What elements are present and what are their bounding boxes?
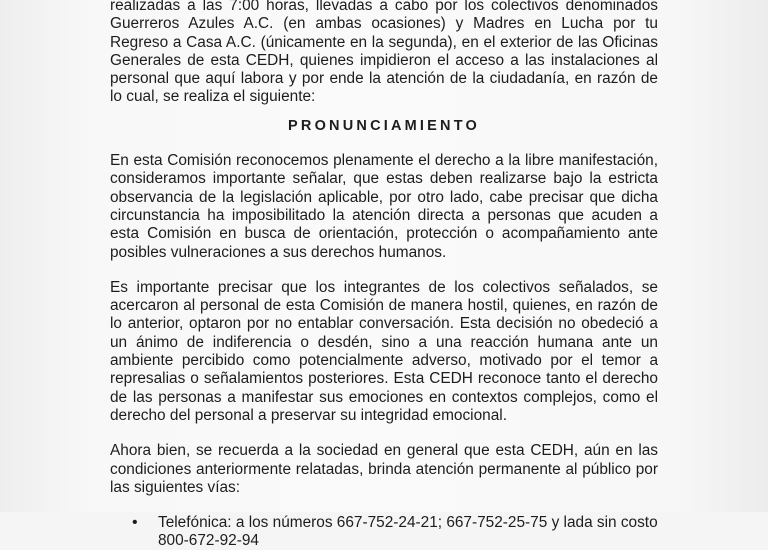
channel-phone-continuation: 800-672-92-94	[158, 532, 259, 550]
paragraph-right-to-protest: En esta Comisión reconocemos plenamente el derecho a la libre manifestación, consideramos importante señalar, que estas deben realizarse bajo la estricta observancia de la legislación aplicable, por otro lado, cabe precisar que dicha circunstancia ha imposibilitado la atención directa a personas que acuden a esta Comisión en busca de orientación, protección o acompañamiento ante posibles vulneraciones a sus derechos humanos.	[110, 152, 658, 261]
paragraph-attention-channels: Ahora bien, se recuerda a la sociedad en general que esta CEDH, aún en las condiciones anteriormente relatadas, brinda atención permanente al público por las siguientes vías:	[110, 442, 658, 496]
channel-phone-text: Telefónica: a los números 667-752-24-21; 667-752-25-75 y lada sin costo	[158, 514, 658, 532]
intro-paragraph: realizadas a las 7:00 horas, llevadas a cabo por los colectivos denominados Guerreros Azules A.C. (en ambas ocasiones) y Madres en Lucha por tu Regreso a Casa A.C. (únicamente en la segunda), en el exterior de las Oficinas Generales de esta CEDH, quienes impidieron el acceso a las instalaciones al personal que aquí labora y por ende la atención de la ciudadanía, en razón de lo cual, se realiza el siguiente:	[110, 0, 658, 106]
channels-list	[110, 514, 658, 550]
channel-item-phone	[158, 514, 658, 550]
document-body	[110, 0, 658, 550]
paragraph-hostile-approach: Es importante precisar que los integrantes de los colectivos señalados, se acercaron al personal de esta Comisión de manera hostil, quienes, en razón de lo anterior, optaron por no entablar conversación. Esta decisión no obedeció a un ánimo de indiferencia o desdén, sino a una reacción humana ante un ambiente percibido como potencialmente adverso, motivado por el temor a represalias o señalamientos posteriores. Esta CEDH reconoce tanto el derecho de las personas a manifestar sus emociones en contextos complejos, como el derecho del personal a preservar su integridad emocional.	[110, 278, 658, 424]
section-heading: PRONUNCIAMIENTO	[288, 117, 480, 134]
